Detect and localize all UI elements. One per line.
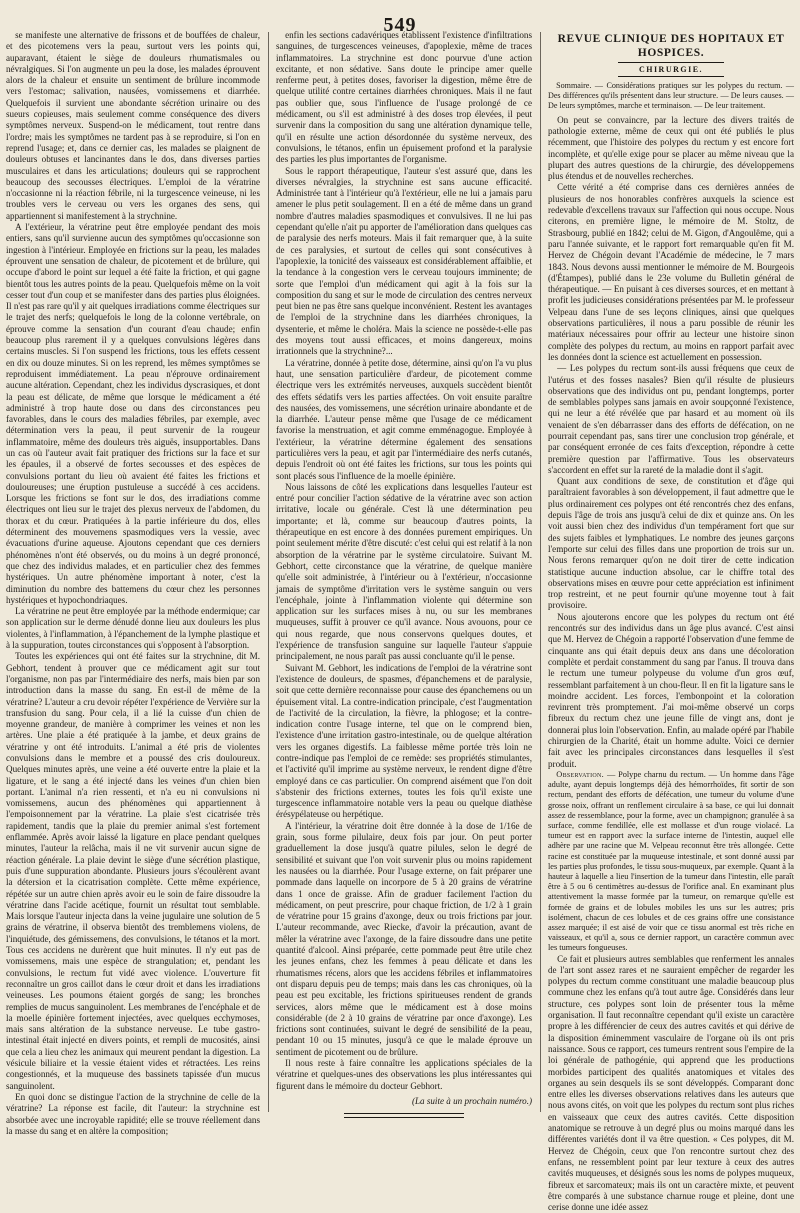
paragraph: Ce fait et plusieurs autres semblables que renferment les annales de l'art sont assez rares et ne sauraient empêcher de regarder les polypes du rectum comme constituant une maladie beaucoup plus commune chez les enfans qu'à tout autre âge. Considérés dans leur structure, ces polypes sont loin de présenter tous la même organisation. Il faut reconnaître cependant qu'il existe un caractère propre à les différencier de ceux des autres cavités et qui dérive de la disposition éminemment vasculaire de l'organe où ils ont pris naissance. Sous ce rapport, ces tumeurs rentrent sous l'empire de la loi générale de pathogénie, qui apprend que les productions morbides participent des qualités anatomiques et vitales des organes au sein desquels ils se sont développés. Comparant donc entre elles les diverses observations relatives dans les auteurs que nous avons cités, on voit que les polypes du rectum sont plus riches en vaisseaux que ceux des autres cavités. Cette disposition anatomique se retrouve à un degré plus ou moins marqué dans les différentes variétés dont il va être question. « Ces polypes, dit M. Hervez de Chégoin, ceux que l'on rencontre surtout chez des enfans, ne ressemblent point par leur texture à ceux des autres cavités muqueuses, et désignés sous les noms de polypes muqueux, fibreux et sarcomateux; mais ils ont un caractère mixte, et peuvent être comparés à une substance charnue rouge et pleine, dont une cerise donne une idée assez — [548, 953, 794, 1213]
paragraph: — Les polypes du rectum sont-ils aussi fréquens que ceux de l'utérus et des fosses nasales? Bien qu'il résulte de plusieurs observations que des individus ont pu, pendant longtemps, porter de semblables polypes sans jamais en avoir soupçonné l'existence, qui ne leur a été révélée que par hasard et au moment où ils venaient de s'en débarrasser dans des efforts de défécation, on ne pourrait cependant pas, sans tirer une conclusion trop générale, et par conséquent erronée de ces faits d'exception, répondre à cette première question par l'affirmative. Tous les observateurs s'accordent en effet sur la rareté de la maladie dont il s'agit. — [548, 363, 794, 475]
continued-note: (La suite à un prochain numéro.) — [411, 1095, 532, 1106]
observation-label: Observation. — [556, 769, 605, 779]
column-rule — [268, 32, 269, 1112]
column-2 — [276, 30, 532, 1115]
observation-text: — Polype charnu du rectum. — Un homme dans l'âge adulte, ayant depuis longtemps déjà des hémorrhoïdes, fit sortir de son rectum, pendant des efforts de défécation, une tumeur du volume d'une grosse noix, offrant un renflement circulaire à sa base, ce qui lui donnait assez de ressemblance, pour la forme, avec un champignon; granulée à sa surface, comme fendillée, elle est mollasse et d'un rouge violacé. La tumeur est en rapport avec la surface interne de l'intestin, auquel elle adhère par une racine que M. Velpeau reconnut être très allongée. Cette racine est constituée par la muqueuse intestinale, et sont donné aussi par les parties plus profondes, le tissu sous-muqueux, par exemple. Quant à la hauteur à laquelle a lieu l'insertion de la tumeur dans l'intestin, elle paraît être à 5 ou 6 centimètres au-dessus de l'orifice anal. En examinant plus attentivement la masse formée par la tumeur, on remarque qu'elle est formée de grains et de lobules mobiles les uns sur les autres; pris isolément, chacun de ces lobules et de ces grains offre une consistance assez marquée; il est aisé de voir que ce tissu anormal est très riche en vaisseaux, et qu'il a, sous ce dernier rapport, un caractère commun avec les tumeurs fongueuses. — [548, 769, 795, 953]
subsection-heading: CHIRURGIE. — [618, 62, 724, 77]
paragraph: Il nous reste à faire connaître les applications spéciales de la vératrine et quelques-unes des observations les plus intéressantes qui figurent dans le mémoire du docteur Gebhort. — [276, 1058, 532, 1091]
page-number: 549 — [383, 14, 417, 36]
paragraph: La vératrine ne peut être employée par la méthode endermique; car son application sur le derme dénudé donne lieu aux douleurs les plus violentes, à l'inflammation, à l'épanchement de la lymphe plastique et à la suppuration, toutes circonstances qui s'opposent à l'absorption. — [6, 606, 260, 651]
paragraph: La vératrine, donnée à petite dose, détermine, ainsi qu'on l'a vu plus haut, une sensation particulière d'ardeur, de picotement comme électrique vers les extrémités nerveuses, auxquels succèdent bientôt des effets sédatifs vers les parties affectées. On voit ensuite paraître des nausées, des vomissemens, une sécrétion urinaire abondante et de la diarrhée. L'auteur pense même que l'usage de ce médicament favorise la menstruation, et agit comme emménagogue. Employée à l'extérieur, la vératrine détermine également des sensations particulières vers la peau, et agit par l'intermédiaire des nerfs cutanés, depuis l'endroit où ont été faites les frictions, sur tous les points qui sont placés sous l'influence de la moelle épinière. — [276, 357, 532, 481]
paragraph: Suivant M. Gebhort, les indications de l'emploi de la vératrine sont l'existence de douleurs, de spasmes, d'épanchemens et de paralysie, soit que cette dernière reconnaisse pour cause des épanchemens ou un épuisement vital. La contre-indication principale, c'est l'augmentation de l'activité de la circulation, la fièvre, la phlogose; et la contre-indication contre l'usage interne, tel que on le comprend bien, l'existence d'une irritation gastro-intestinale, ou de quelque altération vers les organes digestifs. La faiblesse même portée très loin ne contre-indique pas l'emploi de ce remède: ses propriétés stimulantes, et l'activité qu'il imprime au système nerveux, le rendent digne d'être employé dans ce cas particulier. On comprend aisément que l'on doit s'abstenir des frictions externes, toutes les fois qu'il existe une turgescence inflammatoire notable vers la peau ou quelque diathèse érésypélateuse ou herpétique. — [276, 662, 532, 820]
column-3 — [548, 30, 795, 1213]
paragraph: A l'intérieur, la vératrine doit être donnée à la dose de 1/16e de grain, sous forme pilulaire, deux fois par jour. On peut porter graduellement la dose jusqu'à quatre pilules, selon le degré de sensibilité et suivant que l'on voit survenir plus ou moins rapidement les nausées ou la diarrhée. Pour l'usage externe, on fait préparer une pommade dans laquelle on incorpore de 5 à 20 grains de vératrine dans 1 once de graisse. Afin de graduer facilement l'action du médicament, on peut prescrire, pour chaque friction, de 1/2 à 1 grain de vératrine pour 15 grains d'axonge, deux ou trois frictions par jour. L'auteur recommande, avec Riecke, d'avoir la précaution, avant de mêler la vératrine avec l'axonge, de la faire dissoudre dans une petite quantité d'alcool. Ainsi préparée, cette pommade peut être utile chez les jeunes enfans, chez les femmes à peau délicate et dans les rhumatismes récens, alors que les accidens fébriles et inflammatoires ont disparu depuis peu de temps; mais dans les cas chroniques, où la peau est peu excitable, les frictions spiritueuses rendent de grands services, alors même que le médicament est à dose moins considérable (de 2 à 10 grains de vératrine par once d'axonge). Les frictions sont continuées, suivant le degré de sensibilité de la peau, pendant 10 ou 15 minutes, jusqu'à ce que le malade éprouve un sentiment de picotement ou de brûlure. — [276, 820, 532, 1057]
summary: Sommaire. — Considérations pratiques sur les polypes du rectum. — Des différences qu'ils présentent dans leur structure. — De leurs causes. — De leurs symptômes, marche et terminaison. — De leur traitement. — [548, 81, 794, 110]
column-rule — [540, 32, 541, 1112]
paragraph: A l'extérieur, la vératrine peut être employée pendant des mois entiers, sans qu'il survienne aucun des symptômes qu'occasionne son ingestion à l'intérieur. Employée en frictions sur la peau, les malades éprouvent une sensation de chaleur, de picotement et de brûlure, qui occupe d'abord le point sur lequel a été faite la friction, et qui gagne bientôt tous les autres points de la peau. Quelquefois même on la voit cesser tout d'un coup et se manifester dans des parties plus éloignées. Il n'est pas rare qu'il y ait quelques irradiations comme électriques sur le trajet des nerfs; quelquefois le long de la colonne vertébrale, on éprouve comme la sensation d'un courant d'eau chaude; enfin beaucoup plus rarement il y a quelques convulsions légères dans certains muscles. Si l'on suspend les frictions, tous les effets cessent en dix ou douze minutes. Si on les reprend, les mêmes symptômes se reproduisent immédiatement. La peau n'éprouve ordinairement aucune altération. Cependant, chez les individus dyscrasiques, et dont la peau est délicate, de même que lorsque le médicament a été administré à trop haute dose ou dans des circonstances peu favorables, dans le cours des maladies fébriles, par exemple, avec détermination vers la peau, il peut survenir de la rougeur inflammatoire, même des douleurs très aiguës, insupportables. Dans un cas où l'auteur avait fait pratiquer des frictions sur la face et sur les épaules, il a observé de fortes secousses et des espèces de convulsions portant du lieu où avaient été faites les frictions et douloureuses; une éruption pustuleuse a succédé à ces accidens. Lorsque les frictions se font sur le dos, des irradiations comme électriques ont lieu sur le trajet des plexus nerveux de l'abdomen, du thorax et du cœur. Pratiquées à la partie inférieure du dos, elles déterminent des mouvemens spasmodiques vers la vessie, avec évacuations d'urine aqueuse. Ajoutons cependant que ces derniers phénomènes n'ont été observés, ou du moins à un degré prononcé, que chez des individus malades, et en particulier chez des femmes hystériques. Un autre phénomène important à noter, c'est la diminution du nombre des battemens du cœur chez les personnes hystériques et hypochondriaques. — [6, 222, 260, 605]
observation — [548, 770, 794, 954]
paragraph: Cette vérité a été comprise dans ces dernières années de plusieurs de nos honorables confrères auxquels la science est redevable d'excellens travaux sur l'affection qui nous occupe. Nous citerons, en première ligne, le mémoire de M. Stoltz, de Strasbourg, publié en 1842; celui de M. Gigon, d'Angoulême, qui a paru l'année suivante, et le rapport fort remarquable qu'en fit M. Hervez de Chégoin devant l'Académie de médecine, le 7 mars 1843. Nous devons aussi mentionner le mémoire de M. Bourgeois (d'Étampes), publié dans le 23e volume du Bulletin général de thérapeutique. — En puisant à ces diverses sources, et en mettant à profit les judicieuses considérations présentées par M. le professeur Velpeau dans l'une de ses leçons cliniques, ainsi que quelques observations particulières, il nous a paru possible de réunir les matériaux nécessaires pour offrir au lecteur une histoire sinon complète des polypes du rectum, au moins en rapport parfait avec les données dont la science est actuellement en possession. — [548, 182, 794, 362]
paragraph: Nous laissons de côté les explications dans lesquelles l'auteur est entré pour concilier l'action sédative de la vératrine avec son action irritative, locale ou générale. C'est là une détermination peu importante; et là, comme sur beaucoup d'autres points, la thérapeutique en est encore à des données purement empiriques. Un point seulement mérite d'être discuté: c'est celui qui est relatif à la non absorption de la vératrine par le système circulatoire. Suivant M. Gebhort, cette circonstance que la vératrine, de quelque manière qu'elle soit administrée, à l'intérieur ou à l'extérieur, n'occasionne jamais de symptôme d'irritation vers le système sanguin ou vers l'encéphale, jointe à l'inflammation violente qui détermine son application sur les surfaces mises à nu, ou sur les membranes muqueuses, suffit à prouver ce qu'il avance. Nous avouons, pour ce qui nous regarde, que nous conservons quelques doutes, et l'expérience de transfusion sanguine sur laquelle l'auteur s'appuie principalement, ne nous paraît pas aussi concluante qu'il le pense. — [276, 481, 532, 662]
section-heading: REVUE CLINIQUE DES HOPITAUX ET HOSPICES. — [557, 33, 785, 59]
column-1 — [6, 30, 260, 1136]
paragraph: Toutes les expériences qui ont été faites sur la strychnine, dit M. Gebhort, tendent à prouver que ce médicament agit sur tout l'organisme, non pas par l'intermédiaire des nerfs, mais bien par son introduction dans la masse du sang. En est-il de même de la vératrine? L'auteur a cru devoir répéter l'expérience de Vervière sur la transfusion du sang. Pour cela, il a lié la cuisse d'un chien de moyenne grandeur, de manière à comprimer les veines et non les artères. Une plaie a été pratiquée à la jambe, et deux grains de vératrine y ont été introduits. L'animal a été pris de violentes convulsions dans le membre et a poussé des cris douloureux. Quelques minutes après, une veine a été ouverte entre la plaie et la ligature, et le sang a été injecté dans les veines d'un chien bien portant. L'animal n'a rien ressenti, et n'a eu ni convulsions ni vomissemens, aucun des phénomènes qui appartiennent à l'empoisonnement par la vératrine. La plaie s'est cicatrisée très rapidement, tandis que la plaie du premier animal s'est fortement enflammée. Après avoir laissé la ligature en place pendant quelques minutes, l'auteur la relâcha, mais il ne vit survenir aucun signe de réaction générale. La plaie devint le siège d'une sécrétion plastique, puis d'une suppuration abondante. Plusieurs jours s'écoulèrent avant la détersion et la cicatrisation complète. Cette même expérience, répétée sur un autre chien après avoir eu le soin de faire dissoudre la vératrine dans l'acide acétique, fournit un résultat tout semblable. Mais lorsque l'auteur injecta dans la veine jugulaire une solution de 5 grains de vératrine, il observa bientôt des tremblemens violens, de l'inquiétude, des gémissemens, des convulsions, le tétanos et la mort. Tous ces accidens ne durèrent que huit minutes. Il n'y eut pas de vomissemens, mais une espèce de strangulation; et, pendant les convulsions, le rectum fut vidé avec violence. L'ouverture fit reconnaître un gros caillot dans le cœur droit et dans les irradiations veineuses. Les poumons étaient gorgés de sang; les bronches remplies de mucus sanguinolent. Les membranes de l'encéphale et de la moelle épinière fortement injectées, avec quelques ecchymoses, mais sans altération de la substance nerveuse. Le tube gastro-intestinal était injecté en divers points, et rempli de mucosités, ainsi que cela a lieu chez les animaux qui meurent pendant la digestion. La vésicule biliaire et la vessie étaient vides et rétractées. Les reins congestionnés, et la muqueuse des bassinets tapissée d'un mucus sanguinolent. — [6, 651, 260, 1091]
paragraph: enfin les sections cadavériques établissent l'existence d'infiltrations sanguines, de turgescences veineuses, d'apoplexie, même de traces inflammatoires. La strychnine est donc pourvue d'une action excitante, et non sédative. Sans doute le principe amer quelle renferme peut, à petites doses, favoriser la digestion, même être de quelque utilité contre certaines diarrhées chroniques. Mais il ne faut pas oublier que, sous l'influence de l'usage prolongé de ce médicament, ou s'il est administré à des doses trop élevées, il peut survenir dans la composition du sang une altération dynamique telle, qu'il en résulte une action désordonnée du système nerveux, des convulsions, le tétanos, enfin un épuisement profond et la paralysie des parties les plus importantes de l'organisme. — [276, 30, 532, 165]
paragraph: Sous le rapport thérapeutique, l'auteur s'est assuré que, dans les diverses névralgies, la strychnine est sans aucune efficacité. Administrée tant à l'intérieur qu'à l'extérieur, elle ne lui a jamais paru amener le plus petit soulagement. Il en a été de même dans un grand nombre d'autres maladies spasmodiques et convulsives. Il ne lui pas cependant qu'elle n'ait pu apporter de l'amélioration dans quelques cas de paralysie des nerfs moteurs. Mais il fait remarquer que, à la suite de ces paralysies, et surtout de celles qui sont consécutives à l'apoplexie, la tonicité des vaisseaux est considérablement affaiblie, et la tendance à la congestion vers le cerveau toujours imminente; de sorte que l'emploi d'un médicament qui agit à la fois sur la composition du sang et sur le mode de circulation des centres nerveux peut bien ne pas être sans quelque inconvénient. Restent les avantages de l'emploi de la strychnine dans les diarrhées chroniques, la dysenterie, et même le choléra. Mais la science ne possède-t-elle pas des moyens tout aussi efficaces, et moins dangereux, moins irrationnels que la strychnine?... — [276, 165, 532, 357]
paragraph: Nous ajouterons encore que les polypes du rectum ont été rencontrés sur des individus dans un âge plus avancé. C'est ainsi que M. Hervez de Chégoin a rapporté l'observation d'une femme de cinquante ans qui était depuis deux ans dans une décoloration complète et perdait constamment du sang par l'anus. Il trouva dans le rectum une tumeur polypeuse du volume d'un gros œuf, ressemblant parfaitement à un chou-fleur. Il en fit la ligature sans le moindre accident. Les forces, l'embonpoint et la coloration revinrent très promptement. J'ai moi-même observé un corps fibreux du rectum chez une jeune fille de vingt ans, dont je donnerai plus loin l'observation. Enfin, au malade opéré par l'habile chirurgien de la Charité, était un homme adulte. Voici ce dernier fait avec les principales circonstances dans lesquelles il s'est produit. — [548, 611, 794, 769]
paragraph: Quant aux conditions de sexe, de constitution et d'âge qui paraîtraient favorables à son développement, il faut admettre que le plus ordinairement ces polypes ont été rencontrés chez des enfans, depuis l'âge de trois ans jusqu'à celui de dix et quinze ans. On les voit aussi bien chez des individus d'un tempérament fort que sur des sujets faibles et lymphatiques. Le nombre des jeunes garçons l'emporte sur celui des filles dans une proportion de trois sur un. Nous ferons remarquer qu'on ne doit tirer de cette indication statistique aucune induction absolue, car le chiffre total des observations mises en œuvre pour cette appréciation est infiniment trop restreint, et ne peut fournir qu'une moyenne tout à fait provisoire. — [548, 476, 794, 611]
paragraph: En quoi donc se distingue l'action de la strychnine de celle de la vératrine? La réponse est facile, dit l'auteur: la strychnine est absorbée avec une incroyable rapidité; elle se trouve réellement dans la masse du sang et en altère la composition; — [6, 1091, 260, 1136]
end-rule — [344, 1113, 464, 1118]
paragraph: On peut se convaincre, par la lecture des divers traités de pathologie externe, même de ceux qui ont été publiés le plus récemment, que l'histoire des polypes du rectum y est encore fort incomplète, et qu'elle exige pour se placer au même niveau que la plupart des autres questions de la chirurgie, des développemens plus étendus et de nouvelles recherches. — [548, 114, 794, 182]
paragraph: se manifeste une alternative de frissons et de bouffées de chaleur, et des picotemens vers la peau, surtout vers les points qui, auparavant, étaient le siège de douleurs rhumatismales ou névralgiques. Si l'on augmente un peu la dose, les malades éprouvent alors de la chaleur et ensuite un sentiment de brûlure incommode vers l'estomac; salivation, nausées, vomissemens et diarrhée. Quelquefois il survient une abondante sécrétion urinaire ou des sueurs copieuses, mais seulement comme conséquence des divers symptômes nerveux. Suspend-on le médicament, tout rentre dans l'ordre; mais les symptômes ne tardent pas à se reproduire, si l'on en reprend l'usage; et, dans ce dernier cas, les malades se plaignent de douleurs obtuses et lancinantes dans le dos, dans diverses parties musculaires et dans les articulations; douleurs qui se rapprochent beaucoup des secousses électriques. L'emploi de la vératrine n'occasionne ni la réaction fébrile, ni la turgescence veineuse, ni les troubles vers le cerveau ou vers les organes des sens, qui appartiennent si manifestement à la strychnine. — [6, 30, 260, 221]
